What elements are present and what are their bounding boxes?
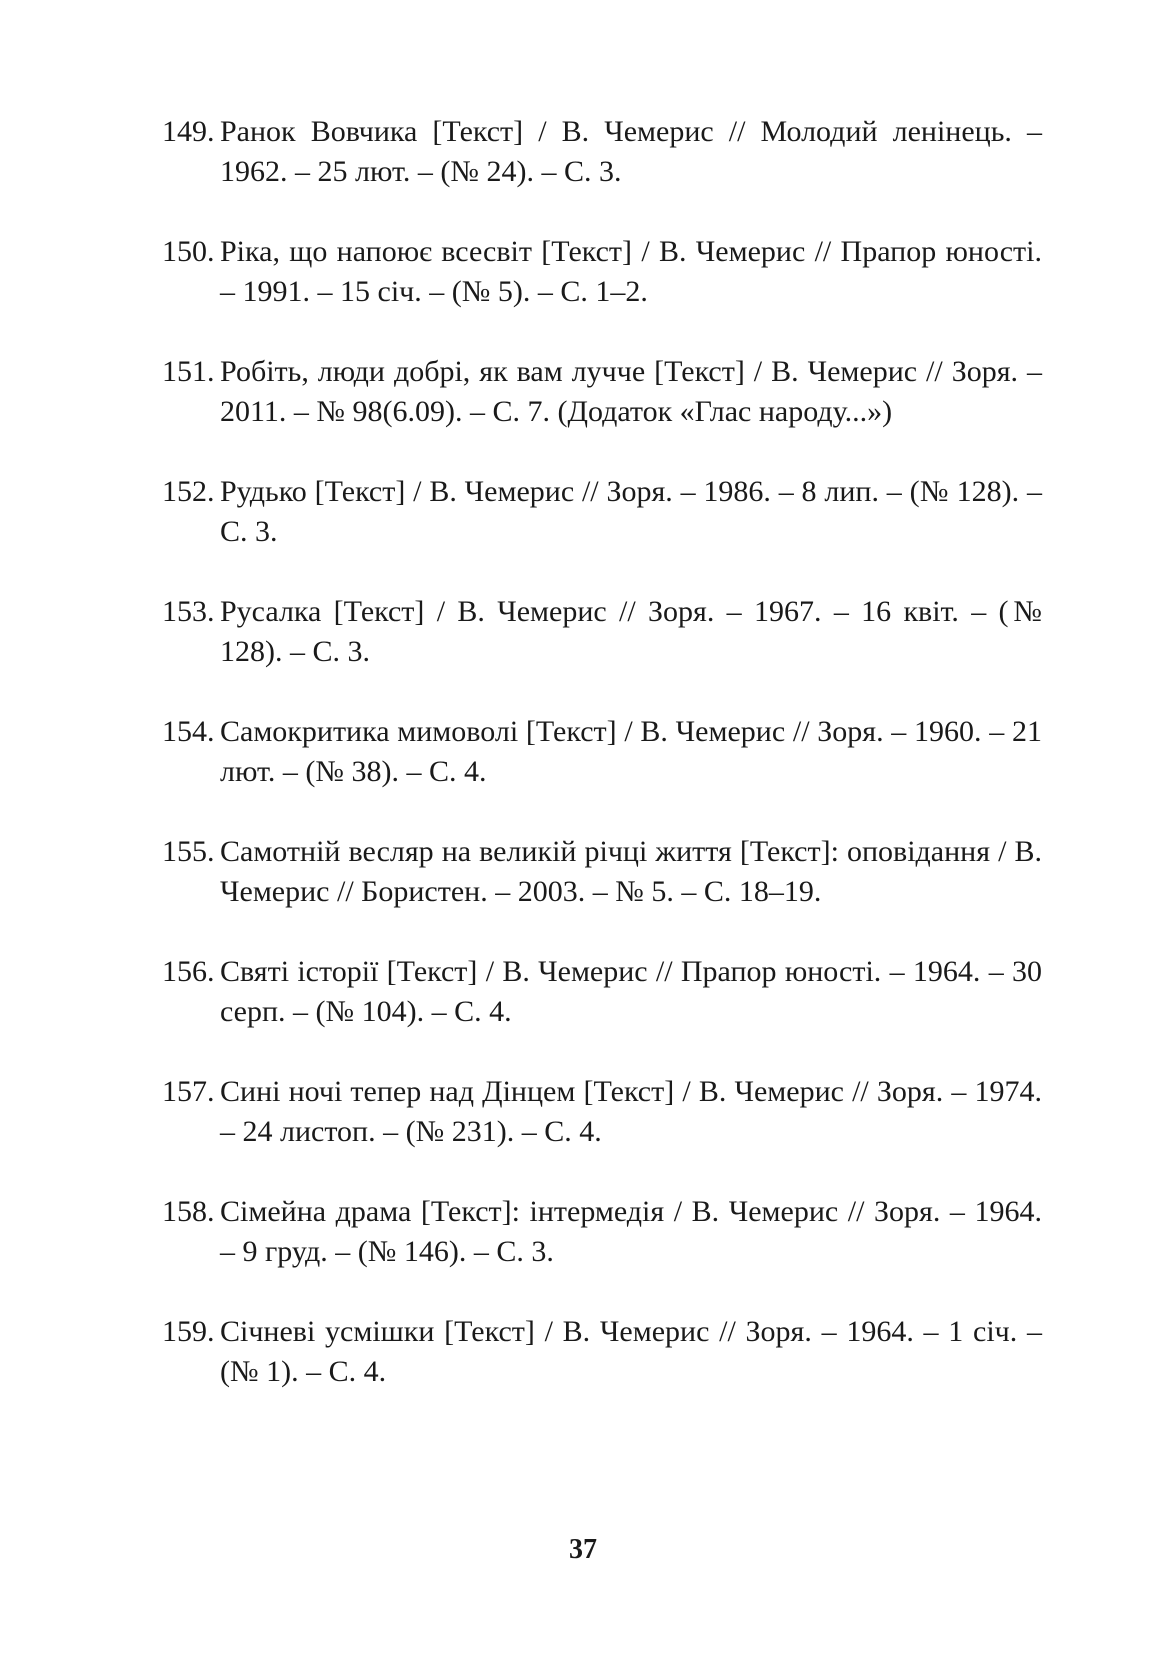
bibliography-entry [162, 592, 1042, 672]
entry-number: 157. [162, 1075, 215, 1108]
entry-text: Святі історії [Текст] / В. Чемерис // Прапор юності. – 1964. – 30 серп. – (№ 104). – С. 4. [220, 955, 1042, 1028]
bibliography-entry [162, 952, 1042, 1032]
entry-text: Сині ночі тепер над Дінцем [Текст] / В. Чемерис // Зоря. – 1974. – 24 листоп. – (№ 231). – С. 4. [220, 1075, 1042, 1148]
entry-text: Робіть, люди добрі, як вам лучче [Текст] / В. Чемерис // Зоря. – 2011. – № 98(6.09). – С. 7. (Додаток «Глас народу...») [220, 355, 1042, 428]
entry-text: Рудько [Текст] / В. Чемерис // Зоря. – 1986. – 8 лип. – (№ 128). – С. 3. [220, 475, 1042, 548]
bibliography-entry [162, 1312, 1042, 1392]
bibliography-entry [162, 1072, 1042, 1152]
entry-number: 155. [162, 835, 215, 868]
entry-number: 159. [162, 1315, 215, 1348]
entry-text: Ріка, що напоює всесвіт [Текст] / В. Чемерис // Прапор юності. – 1991. – 15 січ. – (№ 5). – С. 1–2. [220, 235, 1042, 308]
bibliography-entry [162, 232, 1042, 312]
bibliography-entry [162, 1192, 1042, 1272]
entry-number: 158. [162, 1195, 215, 1228]
entry-text: Самокритика мимоволі [Текст] / В. Чемерис // Зоря. – 1960. – 21 лют. – (№ 38). – С. 4. [220, 715, 1042, 788]
entry-number: 149. [162, 115, 215, 148]
entry-text: Сімейна драма [Текст]: інтермедія / В. Чемерис // Зоря. – 1964. – 9 груд. – (№ 146). – С. 3. [220, 1195, 1042, 1268]
bibliography-list [162, 112, 1042, 1432]
page-number: 37 [569, 1534, 597, 1565]
entry-number: 156. [162, 955, 215, 988]
entry-text: Ранок Вовчика [Текст] / В. Чемерис // Молодий ленінець. – 1962. – 25 лют. – (№ 24). – С. 3. [220, 115, 1042, 188]
entry-number: 152. [162, 475, 215, 508]
entry-text: Січневі усмішки [Текст] / В. Чемерис // Зоря. – 1964. – 1 січ. – (№ 1). – С. 4. [220, 1315, 1042, 1388]
entry-text: Самотній весляр на великій річці життя [Текст]: оповідання / В. Чемерис // Бористен. – 2003. – № 5. – С. 18–19. [220, 835, 1042, 908]
bibliography-entry [162, 712, 1042, 792]
bibliography-entry [162, 472, 1042, 552]
bibliography-entry [162, 112, 1042, 192]
entry-number: 153. [162, 595, 215, 628]
entry-number: 154. [162, 715, 215, 748]
entry-number: 151. [162, 355, 215, 388]
entry-number: 150. [162, 235, 215, 268]
entry-text: Русалка [Текст] / В. Чемерис // Зоря. – 1967. – 16 квіт. – (№ 128). – С. 3. [220, 595, 1042, 668]
bibliography-entry [162, 352, 1042, 432]
bibliography-entry [162, 832, 1042, 912]
